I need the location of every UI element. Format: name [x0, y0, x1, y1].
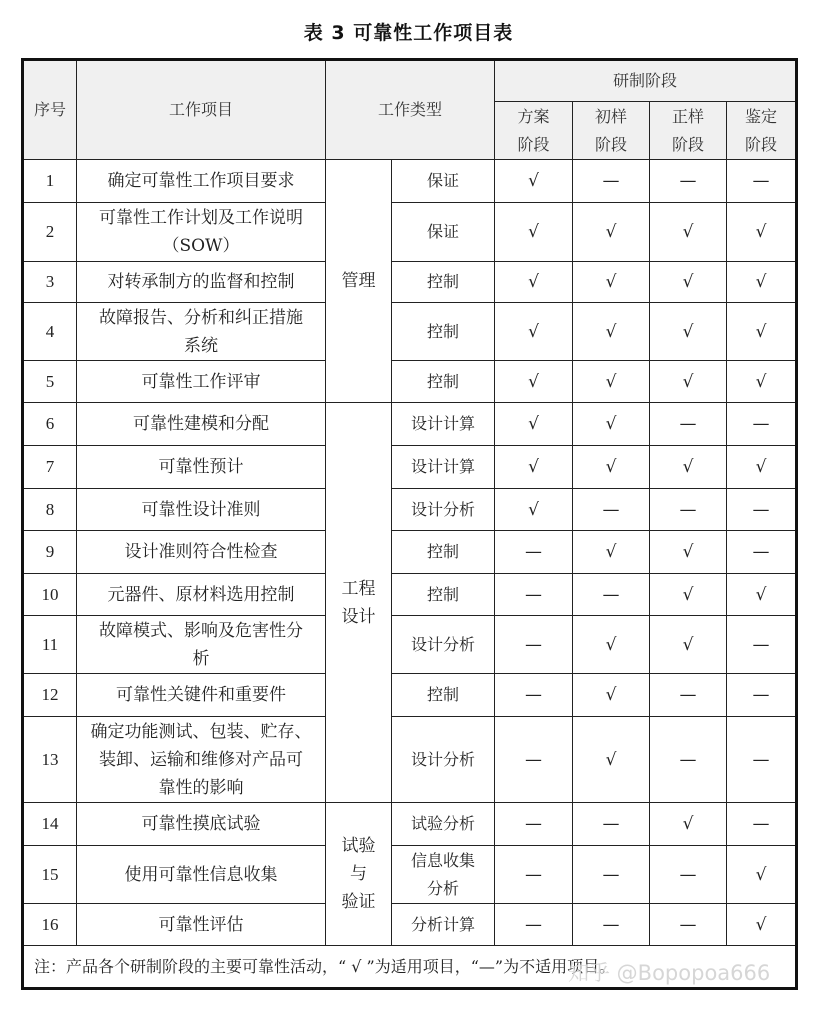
check-mark-icon: √ [727, 446, 797, 489]
row-work-item: 使用可靠性信息收集 [77, 846, 326, 904]
table-row [23, 403, 797, 446]
row-seq: 3 [23, 262, 77, 303]
dash-mark-icon: — [495, 531, 573, 574]
check-mark-icon: √ [727, 846, 797, 904]
row-work-type: 设计分析 [392, 616, 495, 674]
table-title: 表 3 可靠性工作项目表 [303, 22, 514, 44]
row-category: 管理 [326, 160, 392, 403]
check-mark-icon: √ [495, 203, 573, 262]
dash-mark-icon: — [573, 846, 650, 904]
row-work-item: 可靠性工作评审 [77, 361, 326, 403]
dash-mark-icon: — [650, 846, 727, 904]
header-stage-0: 方案 阶段 [495, 102, 573, 160]
row-seq: 12 [23, 674, 77, 717]
dash-mark-icon: — [495, 574, 573, 616]
header-stage-2: 正样 阶段 [650, 102, 727, 160]
check-mark-icon: √ [727, 574, 797, 616]
dash-mark-icon: — [727, 160, 797, 203]
row-seq: 14 [23, 803, 77, 846]
dash-mark-icon: — [495, 846, 573, 904]
check-mark-icon: √ [573, 303, 650, 361]
row-work-item: 可靠性关键件和重要件 [77, 674, 326, 717]
row-seq: 10 [23, 574, 77, 616]
row-seq: 16 [23, 904, 77, 946]
table-row [23, 361, 797, 403]
check-mark-icon: √ [650, 531, 727, 574]
table-row [23, 203, 797, 262]
header-stage-group: 研制阶段 [495, 60, 797, 102]
dash-mark-icon: — [573, 803, 650, 846]
row-work-item: 可靠性预计 [77, 446, 326, 489]
row-work-item: 可靠性摸底试验 [77, 803, 326, 846]
dash-mark-icon: — [495, 717, 573, 803]
row-seq: 1 [23, 160, 77, 203]
dash-mark-icon: — [650, 403, 727, 446]
check-mark-icon: √ [650, 803, 727, 846]
dash-mark-icon: — [573, 489, 650, 531]
row-category: 试验 与 验证 [326, 803, 392, 946]
row-work-type: 控制 [392, 574, 495, 616]
header-seq: 序号 [23, 60, 77, 160]
row-work-item: 元器件、原材料选用控制 [77, 574, 326, 616]
row-work-item: 可靠性评估 [77, 904, 326, 946]
row-work-type: 分析计算 [392, 904, 495, 946]
check-mark-icon: √ [573, 446, 650, 489]
row-seq: 13 [23, 717, 77, 803]
row-work-type: 设计计算 [392, 403, 495, 446]
check-mark-icon: √ [727, 303, 797, 361]
row-work-item: 可靠性建模和分配 [77, 403, 326, 446]
dash-mark-icon: — [495, 616, 573, 674]
check-mark-icon: √ [650, 303, 727, 361]
check-mark-icon: √ [573, 531, 650, 574]
row-work-item: 确定功能测试、包装、贮存、 装卸、运输和维修对产品可 靠性的影响 [77, 717, 326, 803]
row-work-type: 控制 [392, 531, 495, 574]
row-work-type: 控制 [392, 303, 495, 361]
check-mark-icon: √ [495, 489, 573, 531]
dash-mark-icon: — [650, 717, 727, 803]
row-seq: 2 [23, 203, 77, 262]
row-seq: 9 [23, 531, 77, 574]
table-row [23, 489, 797, 531]
dash-mark-icon: — [573, 904, 650, 946]
dash-mark-icon: — [727, 403, 797, 446]
row-seq: 7 [23, 446, 77, 489]
row-seq: 4 [23, 303, 77, 361]
row-work-type: 控制 [392, 674, 495, 717]
dash-mark-icon: — [573, 160, 650, 203]
check-mark-icon: √ [650, 446, 727, 489]
dash-mark-icon: — [573, 574, 650, 616]
check-mark-icon: √ [495, 403, 573, 446]
header-work-type: 工作类型 [326, 60, 495, 160]
row-seq: 11 [23, 616, 77, 674]
check-mark-icon: √ [573, 403, 650, 446]
header-stage-1: 初样 阶段 [573, 102, 650, 160]
check-mark-icon: √ [727, 203, 797, 262]
dash-mark-icon: — [727, 489, 797, 531]
row-seq: 6 [23, 403, 77, 446]
table-row [23, 574, 797, 616]
row-work-type: 设计分析 [392, 489, 495, 531]
check-mark-icon: √ [727, 262, 797, 303]
row-work-type: 设计计算 [392, 446, 495, 489]
table-row [23, 616, 797, 674]
dash-mark-icon: — [727, 674, 797, 717]
row-work-item: 设计准则符合性检查 [77, 531, 326, 574]
dash-mark-icon: — [495, 803, 573, 846]
row-work-item: 故障模式、影响及危害性分 析 [77, 616, 326, 674]
check-mark-icon: √ [573, 674, 650, 717]
table-row [23, 160, 797, 203]
table-row [23, 262, 797, 303]
check-mark-icon: √ [495, 361, 573, 403]
row-work-item: 故障报告、分析和纠正措施 系统 [77, 303, 326, 361]
check-mark-icon: √ [495, 262, 573, 303]
row-work-item: 可靠性工作计划及工作说明 （SOW） [77, 203, 326, 262]
check-mark-icon: √ [727, 904, 797, 946]
dash-mark-icon: — [495, 904, 573, 946]
row-work-type: 信息收集 分析 [392, 846, 495, 904]
table-row [23, 904, 797, 946]
row-work-type: 试验分析 [392, 803, 495, 846]
row-work-item: 确定可靠性工作项目要求 [77, 160, 326, 203]
check-mark-icon: √ [650, 203, 727, 262]
row-seq: 15 [23, 846, 77, 904]
check-mark-icon: √ [573, 717, 650, 803]
table-row [23, 717, 797, 803]
dash-mark-icon: — [727, 616, 797, 674]
check-mark-icon: √ [573, 616, 650, 674]
dash-mark-icon: — [727, 531, 797, 574]
check-mark-icon: √ [495, 446, 573, 489]
dash-mark-icon: — [495, 674, 573, 717]
watermark: 知乎 @Bopopoa666 [568, 961, 771, 985]
row-work-type: 设计分析 [392, 717, 495, 803]
dash-mark-icon: — [650, 904, 727, 946]
check-mark-icon: √ [727, 361, 797, 403]
row-work-item: 对转承制方的监督和控制 [77, 262, 326, 303]
row-work-type: 保证 [392, 160, 495, 203]
dash-mark-icon: — [650, 489, 727, 531]
header-stage-3: 鉴定 阶段 [727, 102, 797, 160]
dash-mark-icon: — [727, 717, 797, 803]
check-mark-icon: √ [495, 160, 573, 203]
check-mark-icon: √ [650, 616, 727, 674]
row-seq: 5 [23, 361, 77, 403]
table-row [23, 446, 797, 489]
table-row [23, 803, 797, 846]
table-row [23, 846, 797, 904]
check-mark-icon: √ [495, 303, 573, 361]
table-row [23, 674, 797, 717]
row-work-item: 可靠性设计准则 [77, 489, 326, 531]
check-mark-icon: √ [573, 361, 650, 403]
row-work-type: 控制 [392, 361, 495, 403]
check-mark-icon: √ [650, 262, 727, 303]
row-work-type: 保证 [392, 203, 495, 262]
check-mark-icon: √ [573, 203, 650, 262]
reliability-work-items-table [21, 58, 798, 990]
table-row [23, 531, 797, 574]
row-work-type: 控制 [392, 262, 495, 303]
check-mark-icon: √ [650, 574, 727, 616]
dash-mark-icon: — [727, 803, 797, 846]
dash-mark-icon: — [650, 160, 727, 203]
dash-mark-icon: — [650, 674, 727, 717]
table-note: 注：产品各个研制阶段的主要可靠性活动，“ √ ”为适用项目，“—”为不适用项目。 [23, 946, 797, 989]
table-row [23, 303, 797, 361]
row-seq: 8 [23, 489, 77, 531]
check-mark-icon: √ [650, 361, 727, 403]
row-category: 工程 设计 [326, 403, 392, 803]
header-work-item: 工作项目 [77, 60, 326, 160]
check-mark-icon: √ [573, 262, 650, 303]
